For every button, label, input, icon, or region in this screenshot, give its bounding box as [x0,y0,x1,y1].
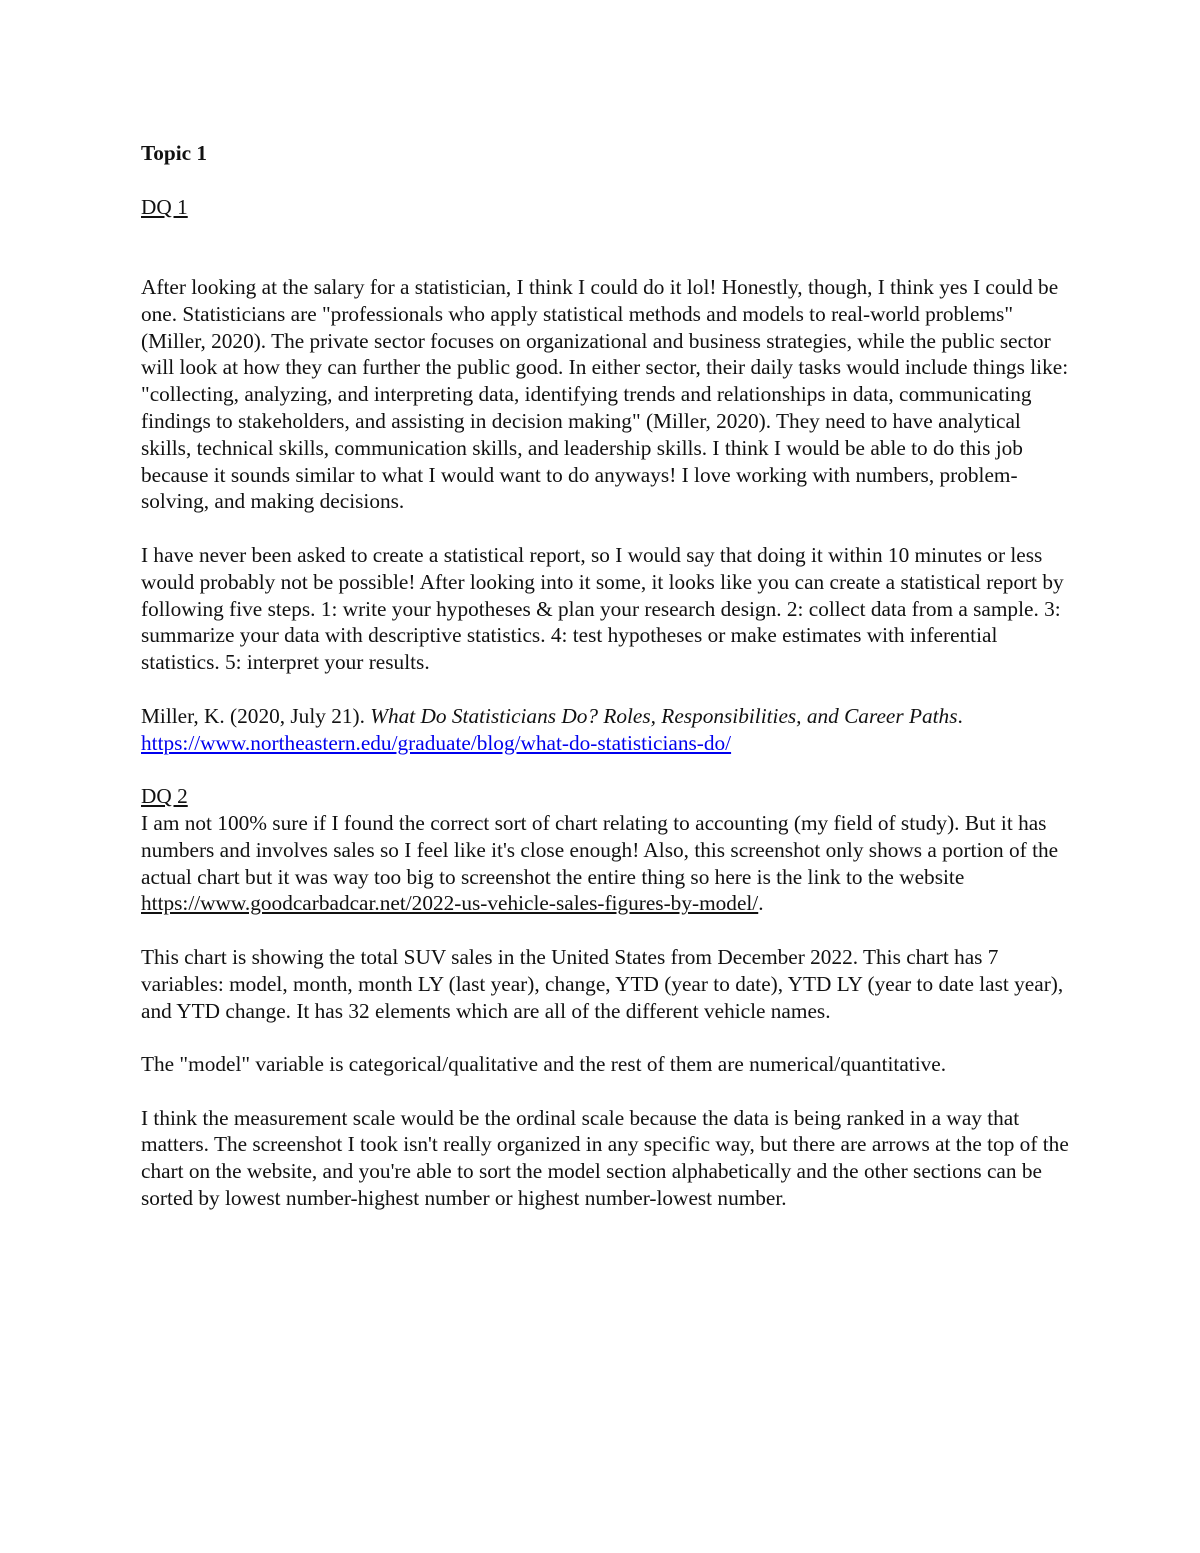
dq2-heading: DQ 2 [141,784,188,809]
document-page [141,140,1071,1212]
reference-work-title: What Do Statisticians Do? Roles, Responsibilities, and Career Paths [370,703,958,728]
dq1-reference [141,703,1071,757]
dq1-heading-spacer [141,220,1071,247]
dq2-paragraph-1-end: . [758,891,764,916]
website-link[interactable]: https://www.goodcarbadcar.net/2022-us-vehicle-sales-figures-by-model/ [141,891,759,916]
reference-link[interactable]: https://www.northeastern.edu/graduate/blog/what-do-statisticians-do/ [141,730,732,755]
dq2-paragraph-1-text: I am not 100% sure if I found the correct sort of chart relating to accounting (my field of study). But it has numbers and involves sales so I feel like it's close enough! Also, this screenshot only shows a portion of the actual chart but it was way too big to screenshot the entire thing so here is the link to the website [141,810,1059,889]
reference-separator: . [957,703,963,728]
document-title: Topic 1 [141,141,208,165]
dq2-paragraph-2: This chart is showing the total SUV sales in the United States from December 2022. This chart has 7 variables: model, month, month LY (last year), change, YTD (year to date), YTD LY (year to date last year), and YTD change. It has 32 elements which are all of the different vehicle names. [141,944,1064,1023]
dq2-paragraph-3: The "model" variable is categorical/qualitative and the rest of them are numerical/quantitative. [141,1052,947,1077]
dq2-paragraph-4: I think the measurement scale would be the ordinal scale because the data is being ranked in a way that matters. The screenshot I took isn't really organized in any specific way, but there are arrows at the top of the chart on the website, and you're able to sort the model section alphabetically and the other sections can be sorted by lowest number-highest number or highest number-lowest number. [141,1105,1069,1211]
dq1-paragraph-2: I have never been asked to create a statistical report, so I would say that doing it within 10 minutes or less would probably not be possible! After looking into it some, it looks like you can create a statistical report by following five steps. 1: write your hypotheses & plan your research design. 2: collect data from a sample. 3: summarize your data with descriptive statistics. 4: test hypotheses or make estimates with inferential statistics. 5: interpret your results. [141,542,1064,675]
dq1-paragraph-1: After looking at the salary for a statistician, I think I could do it lol! Honestly, though, I think yes I could be one. Statisticians are "professionals who apply statistical methods and models to real-world problems" (Miller, 2020). The private sector focuses on organizational and business strategies, while the public sector will look at how they can further the public good. In either sector, their daily tasks would include things like: "collecting, analyzing, and interpreting data, identifying trends and relationships in data, communicating findings to stakeholders, and assisting in decision making" (Miller, 2020). They need to have analytical skills, technical skills, communication skills, and leadership skills. I think I would be able to do this job because it sounds similar to what I would want to do anyways! I love working with numbers, problem-solving, and making decisions. [141,274,1069,514]
reference-authors: Miller, K. (2020, July 21). [141,703,371,728]
dq2-paragraph-1 [141,810,1071,917]
dq1-heading: DQ 1 [141,194,188,219]
